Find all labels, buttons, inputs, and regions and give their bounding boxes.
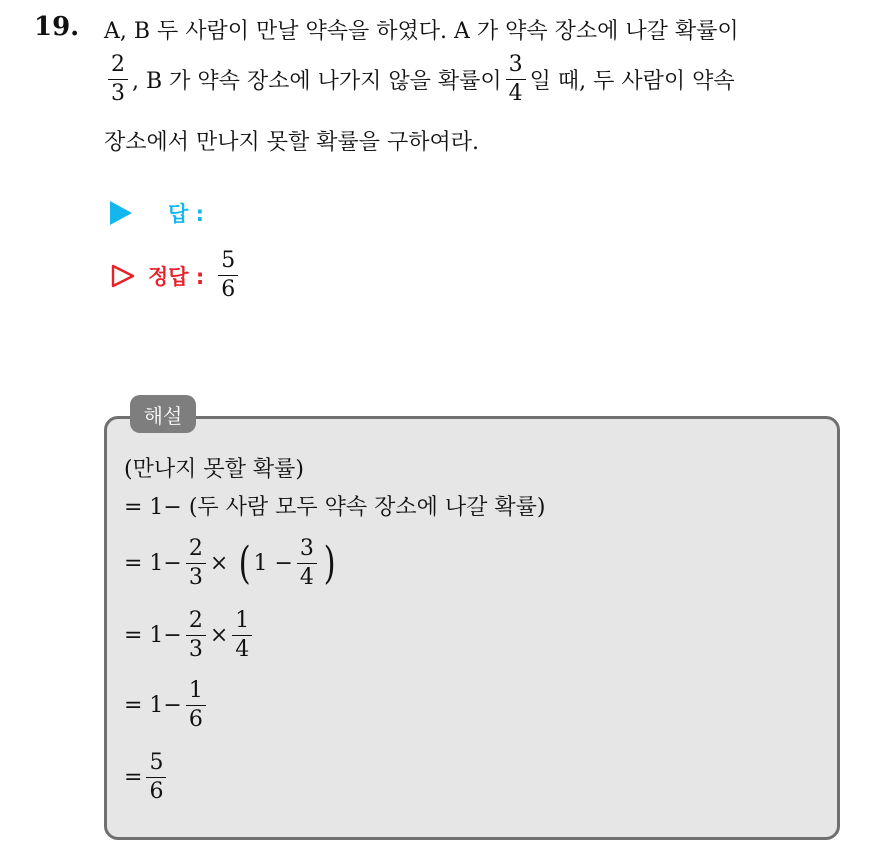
question-line-1: A, B 두 사람이 만날 약속을 하였다. A 가 약속 장소에 나갈 확률이 <box>104 19 739 44</box>
fraction-numerator: 2 <box>188 536 203 561</box>
fraction-denominator: 6 <box>146 777 166 803</box>
fraction-denominator: 6 <box>186 705 206 731</box>
fraction-numerator: 1 <box>235 608 250 633</box>
solution-line-2: = 1− (두 사람 모두 약속 장소에 나갈 확률) <box>124 495 546 520</box>
times-sign: × <box>209 551 229 576</box>
fraction-numerator: 5 <box>221 248 236 273</box>
fraction-denominator: 4 <box>297 563 317 589</box>
fraction-3-4 <box>297 538 317 589</box>
minus-prefix: = 1− <box>124 551 182 576</box>
solution-line-3 <box>124 538 338 589</box>
equals-sign: = <box>124 765 143 790</box>
correct-answer-row <box>110 250 242 301</box>
fraction-denominator: 4 <box>506 79 526 105</box>
fraction-numerator: 3 <box>299 536 314 561</box>
fraction-numerator: 3 <box>508 52 523 77</box>
outline-arrow-icon <box>110 263 136 289</box>
correct-answer-fraction <box>218 250 238 301</box>
solution-line-6 <box>124 752 170 803</box>
question-number: 19. <box>34 12 80 42</box>
close-paren: ) <box>323 537 336 589</box>
question-line-2 <box>104 54 735 105</box>
fraction-1-6 <box>186 680 206 731</box>
fraction-denominator: 4 <box>232 635 252 661</box>
fraction-numerator: 1 <box>188 678 203 703</box>
answer-label: 답 : <box>168 202 204 226</box>
minus-prefix: = 1− <box>124 623 182 648</box>
fraction-1-4 <box>232 610 252 661</box>
fraction-numerator: 5 <box>149 750 164 775</box>
fraction-numerator: 2 <box>188 608 203 633</box>
solution-line-4 <box>124 610 256 661</box>
fraction-2-3 <box>186 538 206 589</box>
answer-row <box>110 198 204 228</box>
open-paren: ( <box>238 537 251 589</box>
fraction-denominator: 3 <box>108 79 128 105</box>
one-minus: 1 − <box>253 551 293 576</box>
fraction-prob-a <box>108 54 128 105</box>
fraction-denominator: 3 <box>186 635 206 661</box>
fraction-5-6 <box>146 752 166 803</box>
fraction-2-3 <box>186 610 206 661</box>
question-line-3: 장소에서 만나지 못할 확률을 구하여라. <box>104 130 479 155</box>
play-arrow-icon <box>110 201 132 225</box>
solution-tab: 해설 <box>130 395 196 433</box>
solution-line-1: (만나지 못할 확률) <box>124 457 304 482</box>
question-line-2-mid: , B 가 약속 장소에 나가지 않을 확률이 <box>132 69 502 94</box>
correct-answer-label: 정답 : <box>148 264 205 289</box>
fraction-denominator: 6 <box>218 275 238 301</box>
fraction-numerator: 2 <box>111 52 125 77</box>
fraction-prob-b-not <box>506 54 526 105</box>
question-line-2-end: 일 때, 두 사람이 약속 <box>529 69 735 94</box>
solution-line-5 <box>124 680 210 731</box>
times-sign: × <box>209 623 229 648</box>
fraction-denominator: 3 <box>186 563 206 589</box>
minus-prefix: = 1− <box>124 693 182 718</box>
